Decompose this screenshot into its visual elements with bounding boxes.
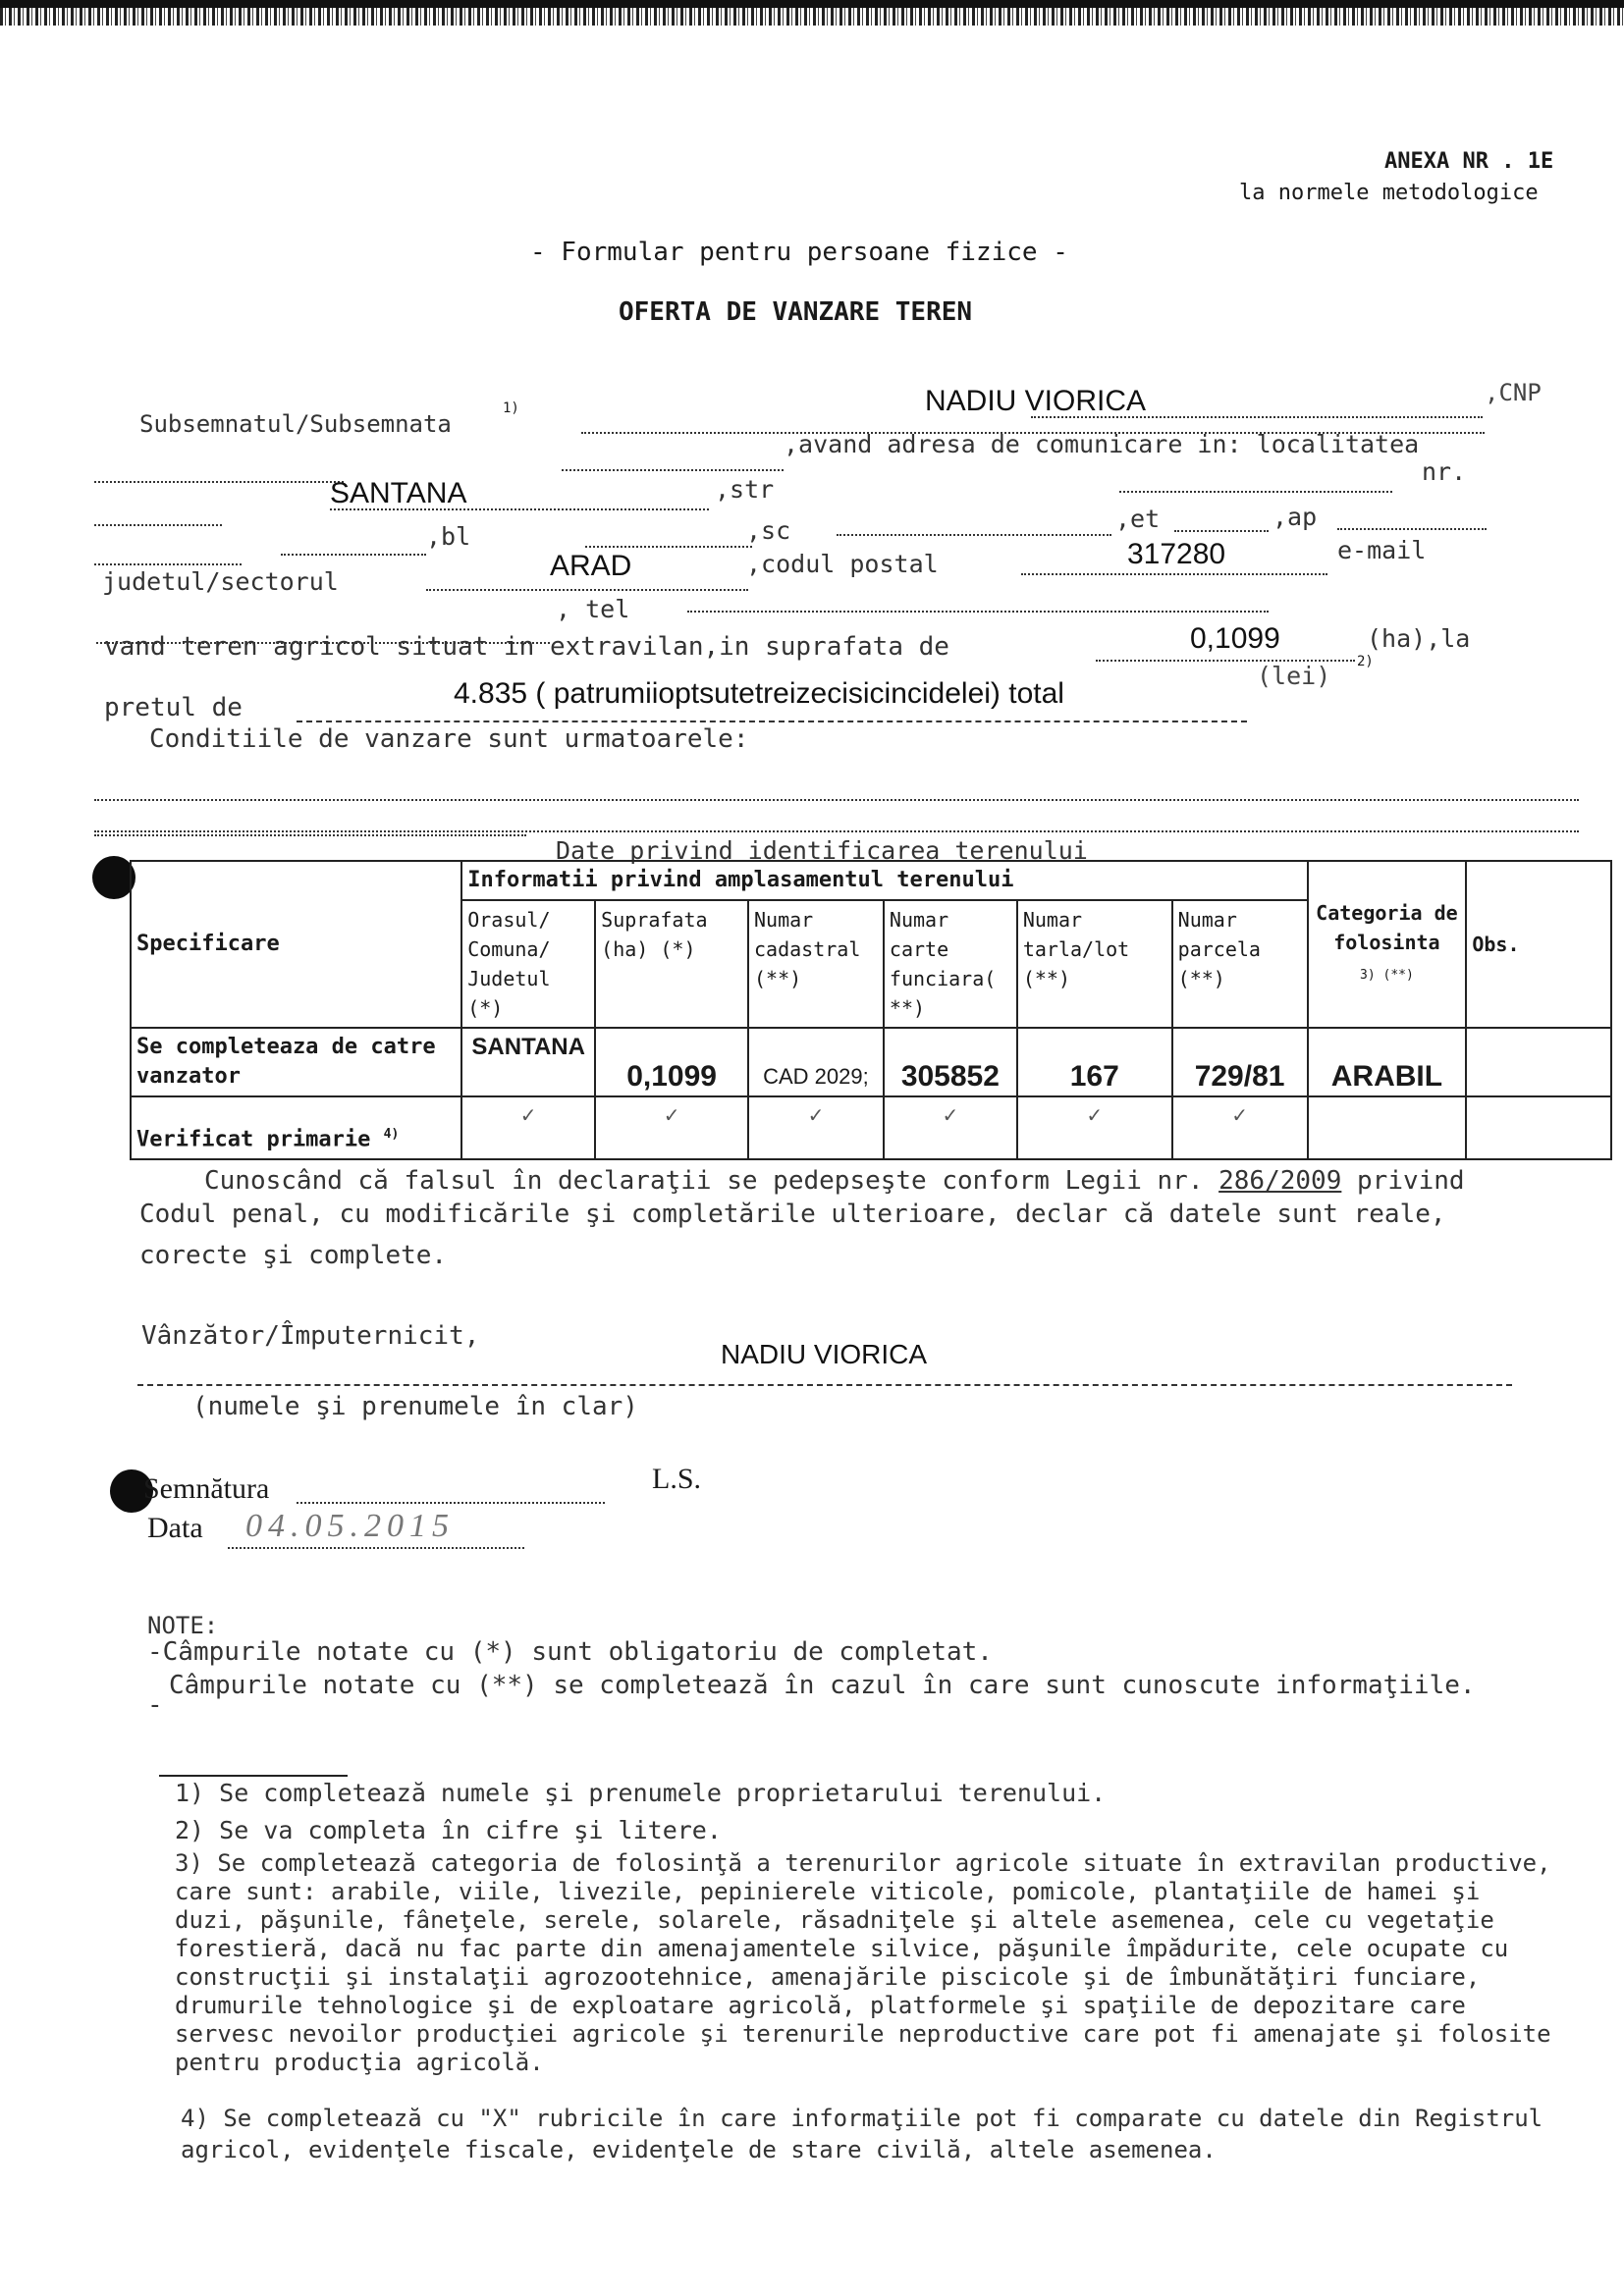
date-label: Data (147, 1512, 203, 1544)
tarla-col-header: Numar tarla/lot (**) (1017, 900, 1172, 1028)
field-line (426, 589, 748, 591)
cnp-label: ,CNP (1485, 379, 1542, 406)
verified-check: ✓ (461, 1096, 595, 1159)
county-label: judetul/sectorul (102, 567, 339, 596)
seller-cf-cell: 305852 (884, 1028, 1017, 1096)
area-col-header: Suprafata (ha) (*) (595, 900, 748, 1028)
ha-label: (ha),la (1367, 624, 1471, 653)
date-line (228, 1547, 524, 1549)
seller-label: Vânzător/Împuternicit, (141, 1321, 480, 1351)
note-2: Câmpurile notate cu (**) se completează în cazul în care sunt cunoscute informaţiile. (169, 1671, 1476, 1700)
seller-cadastral-cell: CAD 2029; (748, 1028, 884, 1096)
conditions-line (94, 799, 1579, 801)
field-line (585, 546, 752, 548)
spec-header: Specificare (131, 861, 461, 1028)
verified-check: ✓ (748, 1096, 884, 1159)
field-line (1021, 573, 1327, 575)
et-label: ,et (1115, 505, 1161, 533)
field-line (297, 721, 1247, 722)
table-row-seller (131, 1028, 1611, 1096)
table-row-verified (131, 1096, 1611, 1159)
field-line (1174, 530, 1269, 532)
field-line (330, 508, 709, 510)
field-line (137, 1384, 1512, 1386)
table-caption: Date privind identificarea terenului (556, 836, 1088, 865)
cf-col-header: Numar carte funciara( **) (884, 900, 1017, 1028)
postal-value: 317280 (1127, 538, 1226, 570)
verified-check: ✓ (595, 1096, 748, 1159)
footnote-ref: 2) (1357, 654, 1374, 669)
declaration-line-2: Codul penal, cu modificările şi completările ulterioare, declar că datele sunt reale, (139, 1200, 1446, 1229)
row-seller-label: Se completeaza de catre vanzator (131, 1028, 461, 1096)
date-value: 04.05.2015 (245, 1508, 455, 1544)
bl-label: ,bl (426, 522, 471, 551)
sell-label: vand teren agricol situat in extravilan,in suprafata de (104, 632, 949, 662)
footnote-3-line: drumurile tehnologice şi de exploatare agricolă, platformele şi spaţiile de depozitare care (175, 1992, 1466, 2019)
footnote-3-line: care sunt: arabile, viile, livezile, pepinierele viticole, pomicole, plantaţiile de hamei şi (175, 1878, 1481, 1905)
seller-tarla-cell: 167 (1017, 1028, 1172, 1096)
footnote-3 (175, 1849, 1551, 2077)
field-line (281, 554, 426, 556)
seller-city-cell: SANTANA (461, 1028, 595, 1096)
footnote-separator (159, 1775, 348, 1777)
field-line (1031, 416, 1483, 418)
footnote-ref: 4) (383, 1126, 400, 1142)
city-col-header: Orasul/ Comuna/ Judetul (*) (461, 900, 595, 1028)
verified-obs-cell (1466, 1096, 1611, 1159)
field-line (94, 563, 242, 565)
footnote-3-line: forestieră, dacă nu fac parte din amenajamentele silvice, păşunile împădurite, cele ocupate cu (175, 1935, 1509, 1962)
area-value: 0,1099 (1190, 622, 1280, 655)
field-line (1337, 528, 1487, 530)
footnote-3-line: pentru producţia agricolă. (175, 2049, 544, 2076)
annex-subtitle: la normele metodologice (1239, 181, 1539, 205)
price-label: pretul de (104, 693, 243, 722)
subsemnatul-label: Subsemnatul/Subsemnata (139, 410, 452, 438)
footnote-3-line: 3) Se completează categoria de folosinţă a terenurilor agricole situate în extravilan productive, (175, 1849, 1551, 1877)
obs-header: Obs. (1466, 861, 1611, 1028)
footnote-4 (181, 2103, 1543, 2165)
verified-check: ✓ (1172, 1096, 1308, 1159)
email-label: e-mail (1337, 536, 1427, 564)
verified-check: ✓ (1017, 1096, 1172, 1159)
declaration-line-1 (204, 1166, 1465, 1196)
name-value: NADIU VIORICA (925, 385, 1147, 417)
declaration-text: privind (1357, 1166, 1465, 1196)
tel-label: , tel (556, 595, 630, 623)
ls-label: L.S. (652, 1463, 702, 1495)
land-identification-table (130, 860, 1612, 1160)
seller-area-cell: 0,1099 (595, 1028, 748, 1096)
law-number: 286/2009 (1218, 1166, 1342, 1196)
declaration-line-3: corecte şi complete. (139, 1241, 448, 1270)
row-verified-label (131, 1096, 461, 1159)
verified-check: ✓ (884, 1096, 1017, 1159)
locality-value: SANTANA (330, 477, 467, 509)
footnote-3-line: duzi, păşunile, fâneţele, serele, solarele, răsadniţele şi altele asemenea, cele cu vegetaţie (175, 1906, 1494, 1934)
lei-label: (lei) (1257, 662, 1331, 690)
cadastral-col-header: Numar cadastral (**) (748, 900, 884, 1028)
note-1: -Câmpurile notate cu (*) sunt obligatoriu de completat. (147, 1637, 993, 1667)
conditions-label: Conditiile de vanzare sunt urmatoarele: (149, 724, 749, 754)
field-line (687, 611, 1269, 613)
field-line (1119, 491, 1392, 493)
footnote-2: 2) Se va completa în cifre şi litere. (175, 1816, 722, 1844)
seller-obs-cell (1466, 1028, 1611, 1096)
notes-title: NOTE: (147, 1612, 219, 1639)
field-line (562, 469, 784, 471)
field-line (94, 524, 222, 526)
nr-label: nr. (1422, 457, 1467, 486)
form-type: - Formular pentru persoane fizice - (530, 238, 1068, 267)
signature-label: Semnătura (143, 1472, 270, 1505)
declaration-text: Cunoscând că falsul în declaraţii se pedepseşte conform Legii nr. (204, 1166, 1204, 1196)
name-hint: (numele şi prenumele în clar) (192, 1392, 638, 1421)
address-label: ,avand adresa de comunicare in: localitatea (784, 430, 1420, 458)
price-value: 4.835 ( patrumiioptsutetreizecisicincidelei) total (454, 677, 1064, 710)
footnote-4-line: 4) Se completează cu "X" rubricile în care informaţiile pot fi comparate cu datele din Registrul (181, 2105, 1543, 2132)
ap-label: ,ap (1272, 503, 1318, 531)
str-label: ,str (715, 475, 775, 504)
group-header: Informatii privind amplasamentul terenului (461, 861, 1307, 900)
footnote-1: 1) Se completează numele şi prenumele proprietarului terenului. (175, 1779, 1107, 1807)
category-header-label: Categoria de folosinta (1316, 901, 1458, 954)
scan-edge-artifact-top (0, 0, 1624, 8)
category-header-note: 3) (**) (1360, 968, 1414, 983)
seller-category-cell: ARABIL (1308, 1028, 1467, 1096)
postal-label: ,codul postal (746, 550, 939, 578)
verified-category-cell (1308, 1096, 1467, 1159)
annex-number: ANEXA NR . 1E (1384, 149, 1554, 174)
note-dash: - (147, 1690, 163, 1720)
page-title: OFERTA DE VANZARE TEREN (619, 297, 973, 327)
conditions-line (94, 834, 526, 836)
table-header-row (131, 861, 1611, 900)
seller-name: NADIU VIORICA (721, 1339, 928, 1369)
field-line (837, 534, 1111, 536)
signature-line (297, 1502, 605, 1504)
field-line (94, 481, 344, 483)
category-header (1308, 861, 1467, 1028)
footnote-4-line: agricol, evidenţele fiscale, evidenţele de stare civilă, altele asemenea. (181, 2136, 1217, 2163)
footnote-3-line: construcţii şi instalaţii agrozootehnice, amenajările piscicole şi de îmbunătăţiri funciare, (175, 1963, 1481, 1991)
parcela-col-header: Numar parcela (**) (1172, 900, 1308, 1028)
sc-label: ,sc (746, 516, 791, 545)
county-value: ARAD (550, 550, 632, 582)
footnote-3-line: servesc nevoilor producţiei agricole şi terenurile neproductive care pot fi amenajate şi folosite (175, 2020, 1551, 2048)
conditions-line (94, 830, 1579, 832)
footnote-ref: 1) (503, 400, 519, 416)
seller-parcela-cell: 729/81 (1172, 1028, 1308, 1096)
row-verified-text: Verificat primarie (136, 1127, 371, 1151)
